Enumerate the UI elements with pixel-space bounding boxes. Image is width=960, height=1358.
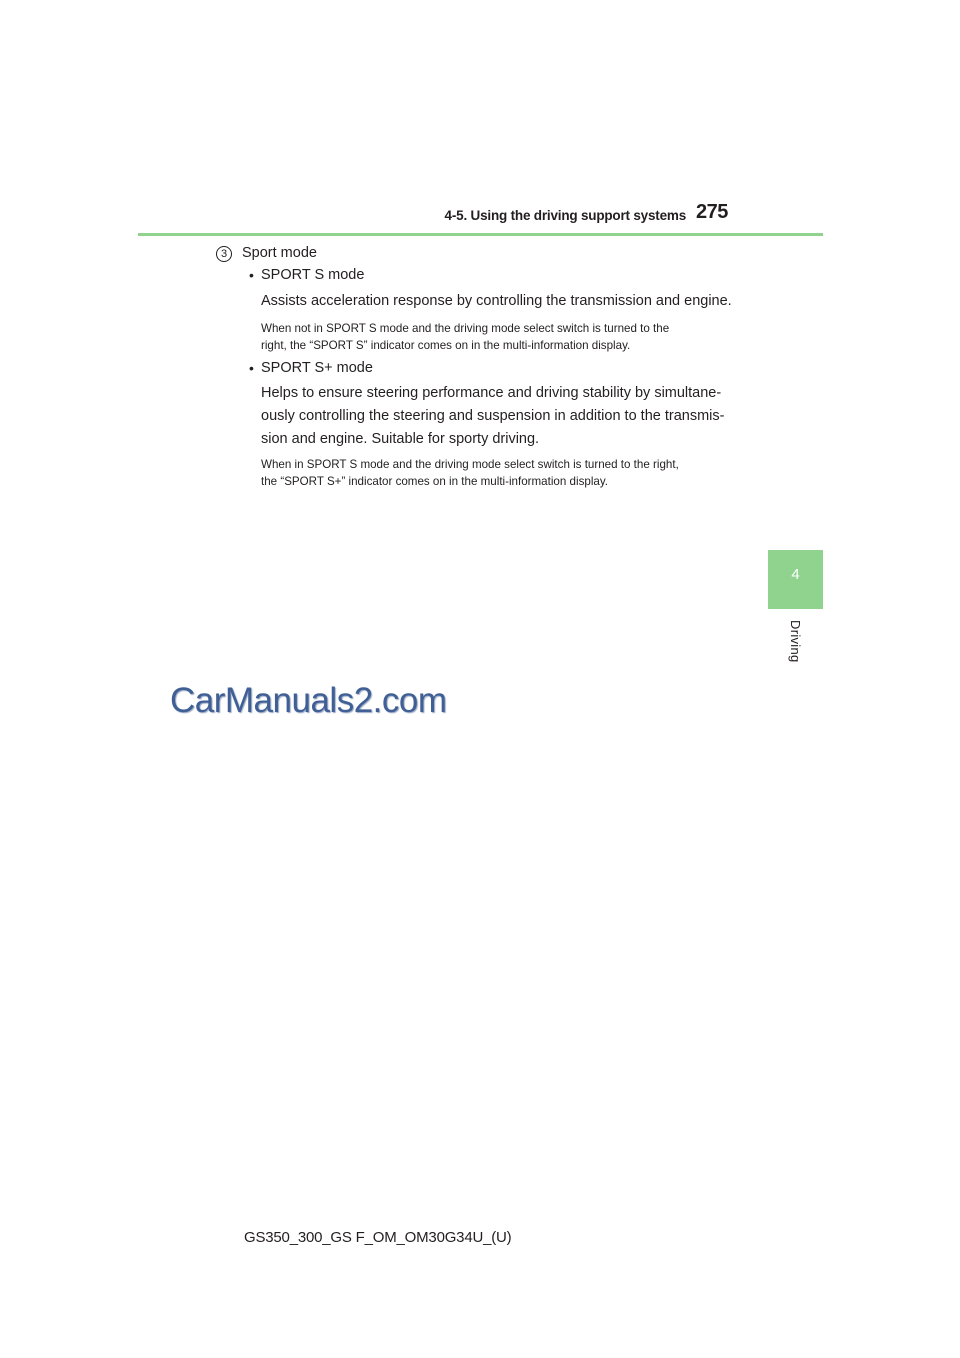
- item-note-line: the “SPORT S+” indicator comes on in the multi-information display.: [261, 475, 608, 488]
- item-body-line: ously controlling the steering and suspension in addition to the transmis-: [261, 408, 725, 424]
- item-title-sport-s: SPORT S mode: [261, 267, 365, 283]
- item-note-line: right, the “SPORT S” indicator comes on in the multi-information display.: [261, 339, 631, 352]
- header-divider: [138, 233, 823, 236]
- item-body-line: Assists acceleration response by controlling the transmission and engine.: [261, 293, 732, 309]
- bullet-icon: •: [249, 267, 254, 283]
- step-number-badge: 3: [216, 246, 232, 262]
- item-body-line: sion and engine. Suitable for sporty driving.: [261, 431, 540, 447]
- item-note-line: When in SPORT S mode and the driving mode select switch is turned to the right,: [261, 458, 679, 471]
- section-heading: Sport mode: [242, 245, 317, 261]
- section-title: 4-5. Using the driving support systems: [444, 208, 686, 223]
- watermark-logo: CarManuals2.com: [170, 681, 447, 720]
- item-title-sport-s-plus: SPORT S+ mode: [261, 360, 373, 376]
- chapter-tab[interactable]: [768, 550, 823, 609]
- item-body-line: Helps to ensure steering performance and driving stability by simultane-: [261, 385, 722, 401]
- item-note-line: When not in SPORT S mode and the driving mode select switch is turned to the: [261, 322, 670, 335]
- document-code: GS350_300_GS F_OM_OM30G34U_(U): [244, 1229, 512, 1246]
- bullet-icon: •: [249, 360, 254, 376]
- chapter-number: 4: [791, 566, 800, 583]
- page-number: 275: [696, 201, 728, 223]
- chapter-title: Driving: [788, 620, 803, 663]
